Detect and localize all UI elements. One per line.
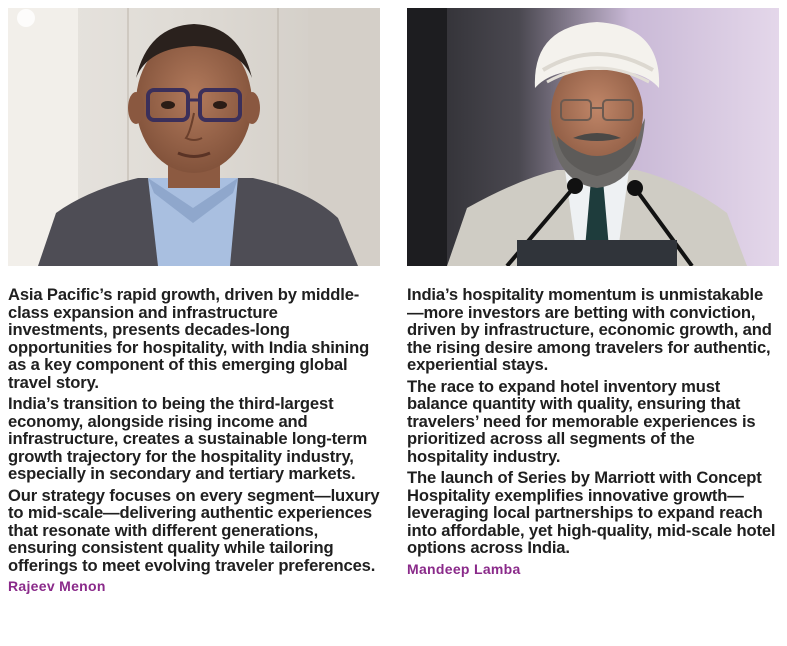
portrait-image <box>407 8 779 266</box>
speaker-name: Mandeep Lamba <box>407 560 521 577</box>
paragraph: Asia Pacific’s rapid growth, driven by middle-class expansion and infrastructure investments, presents decades-long opportunities for hospitality, with India shining as a key component of this emerging global travel story. <box>8 285 370 392</box>
photo-rajeev-menon <box>8 8 380 266</box>
quote-text-block <box>407 286 779 577</box>
paragraph: The launch of Series by Marriott with Concept Hospitality exemplifies innovative growth—leveraging local partnerships to expand reach into affordable, yet high-quality, mid-scale hotel options across India. <box>407 468 776 557</box>
speaker-name: Rajeev Menon <box>8 578 106 594</box>
paragraph: India’s transition to being the third-largest economy, alongside rising income and infrastructure, creates a sustainable long-term growth trajectory for the hospitality industry, especially in secondary and tertiary markets. <box>8 394 368 483</box>
paragraph: India’s hospitality momentum is unmistakable—more investors are betting with conviction, driven by infrastructure, economic growth, and the rising desire among travelers for authentic, experiential stays. <box>407 285 772 374</box>
paragraph: The race to expand hotel inventory must balance quantity with quality, ensuring that travelers’ need for memorable experiences is prioritized across all segments of the hospitality industry. <box>407 376 756 466</box>
portrait-image <box>8 8 380 266</box>
quote-text-block <box>8 286 380 594</box>
paragraph: Our strategy focuses on every segment—luxury to mid-scale—delivering authentic experiences that resonate with different generations, ensuring consistent quality while tailoring offerings to meet evolving traveler preferences. <box>8 485 380 575</box>
profile-mandeep-lamba <box>407 8 779 577</box>
photo-mandeep-lamba <box>407 8 779 266</box>
profile-rajeev-menon <box>8 8 380 594</box>
